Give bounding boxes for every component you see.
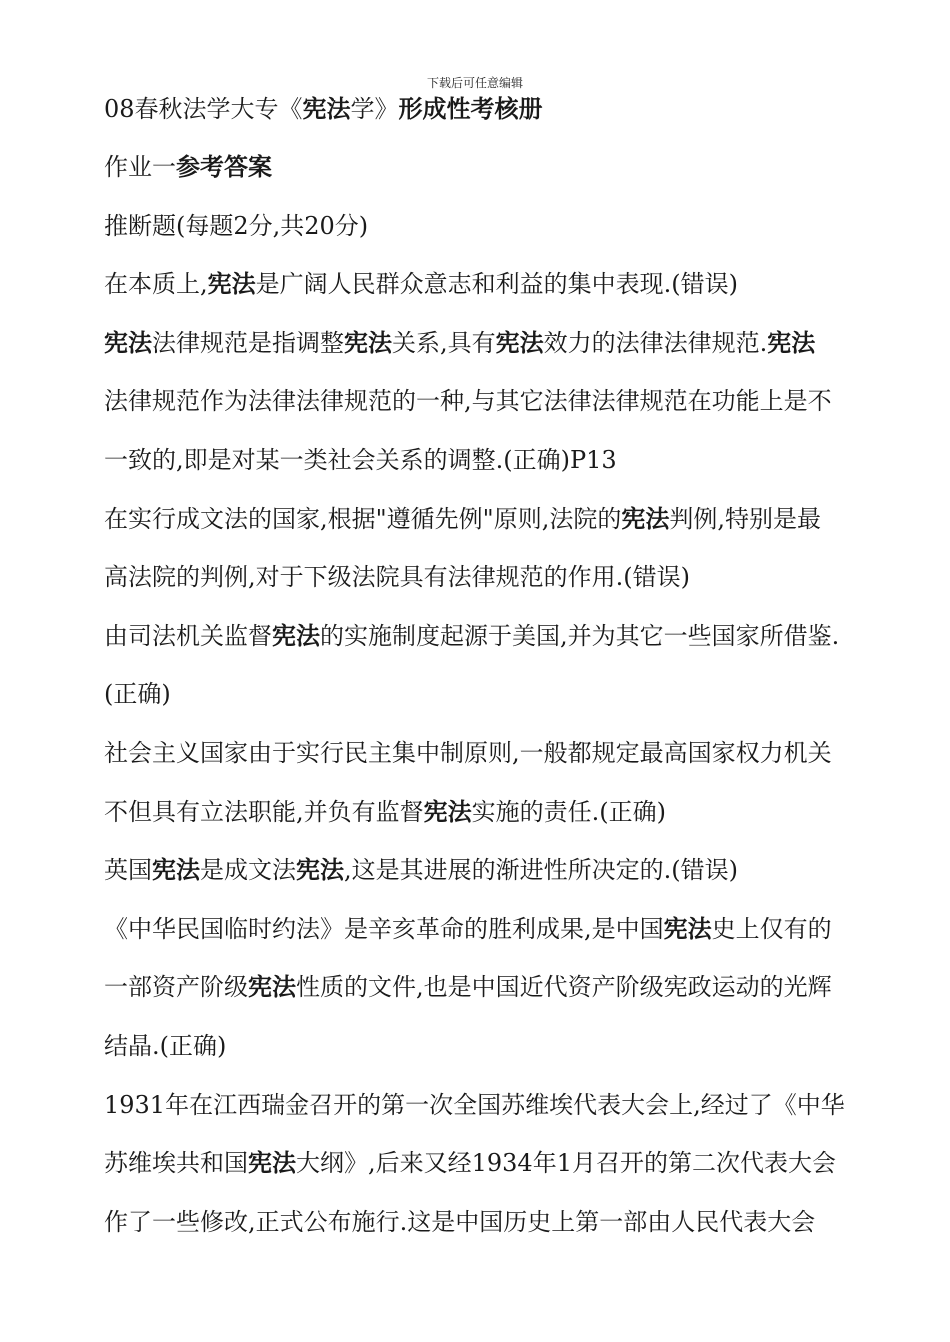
text-line	[104, 1084, 924, 1143]
bold-text-segment: 宪法	[767, 327, 816, 357]
text-segment: (正确)	[104, 680, 171, 709]
text-segment: 1931年在江西瑞金召开的第一次全国苏维埃代表大会上,经过了《中华	[104, 1090, 845, 1119]
text-line	[104, 322, 924, 381]
document-body	[104, 88, 924, 1259]
text-segment: ,这是其进展的渐进性所决定的.(错误)	[344, 856, 738, 885]
text-segment: 的实施制度起源于美国,并为其它一些国家所借鉴.	[320, 621, 840, 650]
bold-text-segment: 宪法	[663, 913, 712, 943]
section-heading	[104, 146, 924, 205]
text-segment: 在本质上,	[104, 270, 208, 299]
text-segment: 效力的法律法律规范.	[543, 328, 768, 357]
text-segment: 法律规范是指调整	[152, 328, 344, 357]
bold-text-segment: 参考答案	[176, 152, 272, 181]
text-segment: 在实行成文法的国家,根据"遵循先例"原则,法院的	[104, 504, 622, 533]
header-watermark-note: 下载后可任意编辑	[426, 76, 523, 90]
text-line	[104, 263, 924, 322]
text-line	[104, 380, 924, 439]
text-segment: 实施的责任.(正确)	[471, 797, 666, 826]
text-segment: 高法院的判例,对于下级法院具有法律规范的作用.(错误)	[104, 563, 690, 592]
text-segment: 一部资产阶级	[104, 973, 248, 1002]
text-segment: 英国	[104, 856, 152, 885]
bold-text-segment: 宪法	[495, 327, 544, 357]
text-segment: 作业一	[104, 153, 176, 181]
text-segment: 推断题(每题2分,共20分)	[104, 211, 369, 240]
bold-text-segment: 宪法	[152, 855, 200, 885]
text-line	[104, 673, 924, 732]
text-segment: 苏维埃共和国	[104, 1149, 248, 1178]
bold-text-segment: 宪法	[296, 855, 344, 885]
bold-text-segment: 宪法	[302, 94, 351, 123]
text-segment: 性质的文件,也是中国近代资产阶级宪政运动的光辉	[296, 973, 832, 1002]
text-line	[104, 556, 924, 615]
text-segment: 08春秋法学大专《	[104, 95, 303, 123]
text-line	[104, 1142, 924, 1201]
text-segment: 法律规范作为法律法律规范的一种,与其它法律法律规范在功能上是不	[104, 387, 832, 416]
text-segment: 是成文法	[200, 856, 296, 885]
text-segment: 结晶.(正确)	[104, 1031, 227, 1060]
text-segment: 判例,特别是最	[669, 504, 821, 533]
text-segment: 由司法机关监督	[104, 621, 272, 650]
text-segment: 作了一些修改,正式公布施行.这是中国历史上第一部由人民代表大会	[104, 1207, 816, 1236]
bold-text-segment: 宪法	[621, 503, 670, 533]
text-line	[104, 966, 924, 1025]
text-line	[104, 439, 924, 498]
text-segment: 学》	[350, 95, 399, 123]
text-line	[104, 1201, 924, 1260]
bold-text-segment: 宪法	[272, 620, 320, 650]
bold-text-segment: 宪法	[344, 327, 392, 357]
document-title	[104, 88, 924, 146]
text-line	[104, 849, 924, 908]
text-line	[104, 615, 924, 674]
text-segment: 史上仅有的	[711, 914, 832, 943]
text-segment: 关系,具有	[392, 328, 496, 357]
text-segment: 《中华民国临时约法》是辛亥革命的胜利成果,是中国	[104, 914, 664, 943]
text-line	[104, 1025, 924, 1084]
text-line	[104, 205, 924, 264]
text-line	[104, 908, 924, 967]
text-segment: 是广阔人民群众意志和利益的集中表现.(错误)	[255, 270, 738, 299]
text-segment: 大纲》,后来又经1934年1月召开的第二次代表大会	[296, 1149, 836, 1178]
text-line	[104, 498, 924, 557]
text-segment: 一致的,即是对某一类社会关系的调整.(正确)P13	[104, 445, 617, 474]
bold-text-segment: 宪法	[207, 269, 256, 299]
text-segment: 不但具有立法职能,并负有监督	[104, 797, 424, 826]
bold-text-segment: 宪法	[248, 1148, 296, 1178]
text-segment: 社会主义国家由于实行民主集中制原则,一般都规定最高国家权力机关	[104, 738, 832, 767]
bold-text-segment: 宪法	[248, 972, 296, 1002]
text-line	[104, 791, 924, 850]
text-line	[104, 732, 924, 791]
bold-text-segment: 形成性考核册	[398, 94, 543, 123]
bold-text-segment: 宪法	[104, 327, 152, 357]
bold-text-segment: 宪法	[423, 796, 472, 826]
